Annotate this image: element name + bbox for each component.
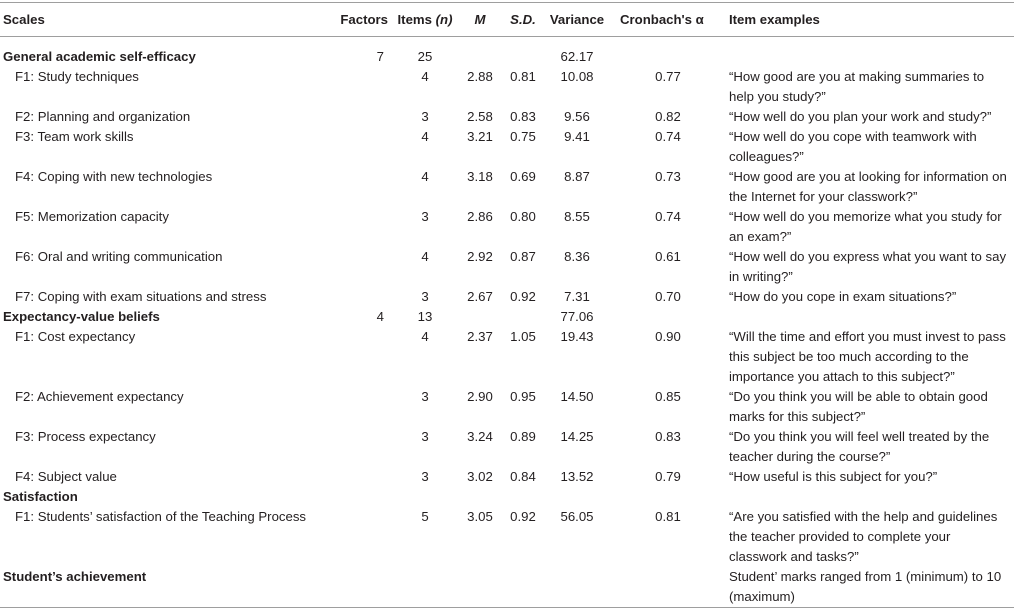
row-m: 3.24 [467, 429, 493, 444]
achievement-empty-cell [458, 567, 502, 608]
row-variance: 9.41 [564, 129, 590, 144]
row-alpha: 0.77 [655, 69, 681, 84]
row-example: “How well do you memorize what you study for an exam?” [729, 209, 1002, 244]
section-alpha [610, 307, 726, 327]
row-alpha: 0.74 [655, 129, 681, 144]
row-items: 4 [421, 329, 429, 344]
section-sd [502, 47, 544, 67]
table-row [0, 207, 1014, 247]
row-sd: 0.84 [510, 469, 536, 484]
table-row [0, 467, 1014, 487]
row-alpha: 0.70 [655, 289, 681, 304]
row-items: 3 [421, 389, 429, 404]
row-example: “Will the time and effort you must invest to pass this subject be too much according to the importance you attach to this subject?” [729, 329, 1006, 384]
row-example: “How well do you plan your work and study?” [729, 109, 992, 124]
row-scale: F5: Memorization capacity [15, 209, 169, 224]
row-example: “How useful is this subject for you?” [729, 469, 938, 484]
row-items: 3 [421, 429, 429, 444]
header-row [0, 3, 1014, 37]
row-sd: 0.92 [510, 509, 536, 524]
header-factors: Factors [326, 3, 392, 37]
section-sd [502, 307, 544, 327]
section-row [0, 307, 1014, 327]
row-sd: 0.81 [510, 69, 536, 84]
row-variance: 8.87 [564, 169, 590, 184]
row-example: “How good are you at looking for information on the Internet for your classwork?” [729, 169, 1007, 204]
row-variance: 10.08 [560, 69, 594, 84]
row-items: 3 [421, 209, 429, 224]
section-example [726, 47, 1014, 67]
row-m: 3.02 [467, 469, 493, 484]
row-sd: 0.83 [510, 109, 536, 124]
section-factors: 4 [376, 309, 384, 324]
row-factors [326, 427, 392, 467]
row-alpha: 0.81 [655, 509, 681, 524]
table-row [0, 427, 1014, 467]
table-header [0, 3, 1014, 37]
section-example [726, 487, 1014, 507]
achievement-title: Student’s achievement [0, 567, 326, 608]
row-alpha: 0.61 [655, 249, 681, 264]
row-m: 2.37 [467, 329, 493, 344]
header-scales: Scales [0, 3, 326, 37]
row-variance: 19.43 [560, 329, 594, 344]
row-factors [326, 507, 392, 567]
table-row [0, 507, 1014, 567]
row-m: 2.67 [467, 289, 493, 304]
row-factors [326, 67, 392, 107]
row-scale: F6: Oral and writing communication [15, 249, 223, 264]
row-example: “How well do you express what you want to say in writing?” [729, 249, 1007, 284]
scales-table [0, 2, 1014, 608]
section-variance: 77.06 [560, 309, 594, 324]
spacer-row [0, 37, 1014, 48]
row-m: 2.86 [467, 209, 493, 224]
row-factors [326, 207, 392, 247]
row-sd: 0.80 [510, 209, 536, 224]
row-items: 3 [421, 289, 429, 304]
row-example: “How well do you cope with teamwork with colleagues?” [729, 129, 977, 164]
section-row [0, 487, 1014, 507]
header-items-label: Items [397, 11, 432, 27]
achievement-example: Student’ marks ranged from 1 (minimum) to 10 (maximum) [726, 567, 1014, 608]
row-scale: F3: Process expectancy [15, 429, 156, 444]
section-alpha [610, 487, 726, 507]
row-m: 3.18 [467, 169, 493, 184]
row-items: 4 [421, 69, 429, 84]
row-items: 3 [421, 109, 429, 124]
table-body [0, 37, 1014, 608]
row-scale: F4: Subject value [15, 469, 117, 484]
row-example: “How good are you at making summaries to help you study?” [729, 69, 985, 104]
table-row [0, 247, 1014, 287]
row-example: “Are you satisfied with the help and guidelines the teacher provided to complete your classwork and tasks?” [729, 509, 998, 564]
section-title: Satisfaction [3, 489, 78, 504]
row-sd: 0.95 [510, 389, 536, 404]
row-variance: 7.31 [564, 289, 590, 304]
section-row [0, 47, 1014, 67]
row-factors [326, 247, 392, 287]
row-variance: 9.56 [564, 109, 590, 124]
section-example [726, 307, 1014, 327]
row-alpha: 0.73 [655, 169, 681, 184]
section-title: General academic self-efficacy [3, 49, 196, 64]
achievement-empty-cell [392, 567, 458, 608]
row-scale: F1: Study techniques [15, 69, 139, 84]
row-variance: 8.55 [564, 209, 590, 224]
row-alpha: 0.85 [655, 389, 681, 404]
row-alpha: 0.83 [655, 429, 681, 444]
row-m: 2.58 [467, 109, 493, 124]
row-items: 4 [421, 249, 429, 264]
section-variance: 62.17 [560, 49, 594, 64]
header-items-n: (n) [435, 11, 453, 27]
section-sd [502, 487, 544, 507]
section-m [458, 307, 502, 327]
row-m: 2.92 [467, 249, 493, 264]
row-scale: F1: Cost expectancy [15, 329, 136, 344]
row-m: 2.90 [467, 389, 493, 404]
section-factors [326, 487, 392, 507]
header-items [392, 3, 458, 37]
section-items [392, 487, 458, 507]
row-factors [326, 387, 392, 427]
row-factors [326, 167, 392, 207]
row-factors [326, 327, 392, 387]
header-m: M [458, 3, 502, 37]
row-items: 3 [421, 469, 429, 484]
row-factors [326, 467, 392, 487]
table-row [0, 387, 1014, 427]
row-scale: F3: Team work skills [15, 129, 134, 144]
row-alpha: 0.74 [655, 209, 681, 224]
row-alpha: 0.90 [655, 329, 681, 344]
row-variance: 56.05 [560, 509, 594, 524]
row-scale: F2: Planning and organization [15, 109, 191, 124]
section-items: 13 [417, 309, 433, 324]
row-items: 4 [421, 129, 429, 144]
row-sd: 1.05 [510, 329, 536, 344]
achievement-empty-cell [326, 567, 392, 608]
row-example: “Do you think you will be able to obtain good marks for this subject?” [729, 389, 988, 424]
section-items: 25 [417, 49, 433, 64]
section-title: Expectancy-value beliefs [3, 309, 160, 324]
table-row [0, 327, 1014, 387]
achievement-empty-cell [502, 567, 544, 608]
row-example: “Do you think you will feel well treated by the teacher during the course?” [729, 429, 990, 464]
header-sd: S.D. [502, 3, 544, 37]
row-sd: 0.92 [510, 289, 536, 304]
header-variance: Variance [544, 3, 610, 37]
row-items: 5 [421, 509, 429, 524]
row-m: 3.21 [467, 129, 493, 144]
row-m: 2.88 [467, 69, 493, 84]
section-m [458, 47, 502, 67]
row-factors [326, 287, 392, 307]
table-row [0, 287, 1014, 307]
row-factors [326, 127, 392, 167]
row-sd: 0.87 [510, 249, 536, 264]
section-m [458, 487, 502, 507]
row-variance: 13.52 [560, 469, 594, 484]
table-row [0, 127, 1014, 167]
row-items: 4 [421, 169, 429, 184]
row-sd: 0.69 [510, 169, 536, 184]
achievement-empty-cell [610, 567, 726, 608]
row-scale: F4: Coping with new technologies [15, 169, 213, 184]
row-m: 3.05 [467, 509, 493, 524]
table-row [0, 107, 1014, 127]
row-scale: F2: Achievement expectancy [15, 389, 184, 404]
achievement-empty-cell [544, 567, 610, 608]
row-factors [326, 107, 392, 127]
header-alpha: Cronbach's α [610, 3, 726, 37]
table-row [0, 67, 1014, 107]
row-sd: 0.89 [510, 429, 536, 444]
header-examples: Item examples [726, 3, 1014, 37]
section-alpha [610, 47, 726, 67]
row-variance: 14.25 [560, 429, 594, 444]
table-row [0, 167, 1014, 207]
row-scale: F1: Students’ satisfaction of the Teaching Process [15, 509, 307, 524]
achievement-row [0, 567, 1014, 608]
section-variance [544, 487, 610, 507]
section-factors: 7 [376, 49, 384, 64]
row-alpha: 0.82 [655, 109, 681, 124]
row-example: “How do you cope in exam situations?” [729, 289, 957, 304]
row-variance: 14.50 [560, 389, 594, 404]
row-sd: 0.75 [510, 129, 536, 144]
row-variance: 8.36 [564, 249, 590, 264]
row-scale: F7: Coping with exam situations and stress [15, 289, 267, 304]
row-alpha: 0.79 [655, 469, 681, 484]
